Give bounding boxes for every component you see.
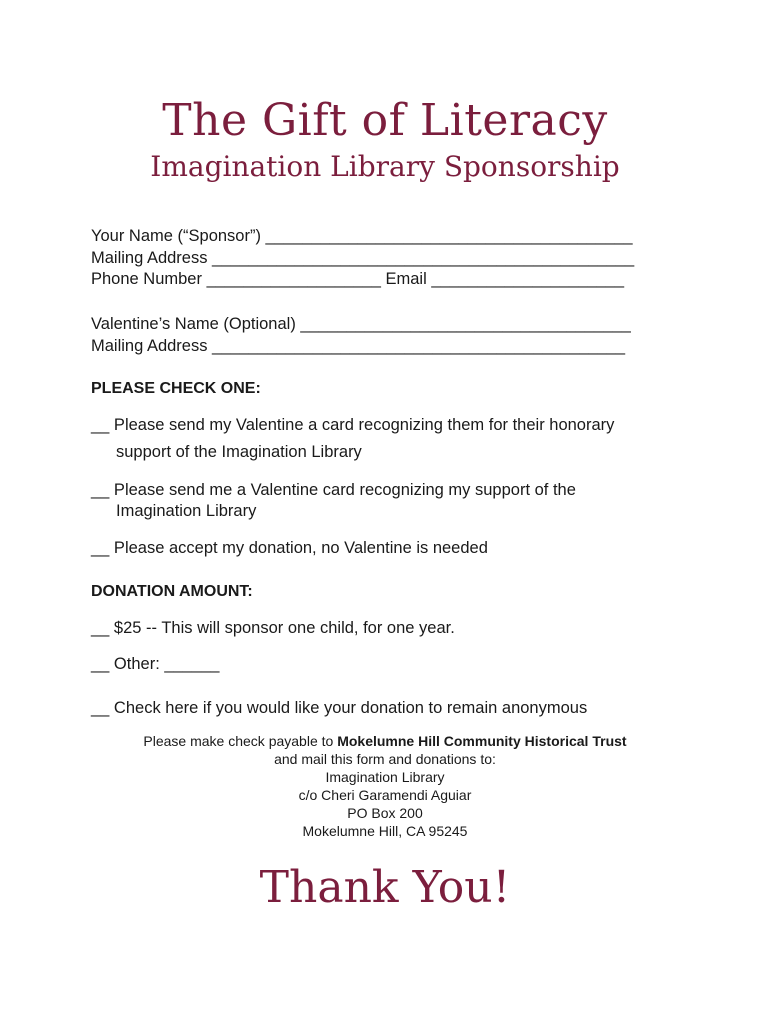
check-one-heading: PLEASE CHECK ONE: bbox=[91, 380, 261, 397]
donation-option-other[interactable]: __ Other: ______ bbox=[91, 655, 220, 673]
option-valentine-card-line2: support of the Imagination Library bbox=[116, 443, 362, 461]
option-valentine-card[interactable] bbox=[91, 412, 614, 466]
address-line-4: Mokelumne Hill, CA 95245 bbox=[302, 823, 468, 839]
option-sponsor-card-line1: __ Please send me a Valentine card recognizing my support of the bbox=[91, 481, 576, 499]
anonymous-donation-option[interactable]: __ Check here if you would like your donation to remain anonymous bbox=[91, 699, 588, 717]
mail-line: and mail this form and donations to: bbox=[274, 751, 496, 767]
form-subtitle: Imagination Library Sponsorship bbox=[150, 150, 620, 183]
payable-to: Mokelumne Hill Community Historical Trust bbox=[337, 733, 627, 749]
payable-prefix: Please make check payable to bbox=[143, 733, 338, 749]
sponsor-name-field[interactable]: Your Name (“Sponsor”) ________________________________________ bbox=[91, 227, 633, 245]
valentine-name-field[interactable]: Valentine’s Name (Optional) ____________________________________ bbox=[91, 315, 631, 333]
option-sponsor-card-line2: Imagination Library bbox=[116, 502, 257, 520]
address-line-1: Imagination Library bbox=[325, 769, 445, 785]
payable-line bbox=[0, 732, 770, 750]
sponsor-mailing-address-field[interactable]: Mailing Address ______________________________________________ bbox=[91, 249, 635, 267]
option-sponsor-card[interactable] bbox=[91, 480, 576, 522]
thank-you-closing: Thank You! bbox=[259, 862, 511, 913]
address-line-2: c/o Cheri Garamendi Aguiar bbox=[298, 787, 472, 803]
option-no-valentine[interactable]: __ Please accept my donation, no Valentine is needed bbox=[91, 539, 488, 557]
donation-option-25[interactable]: __ $25 -- This will sponsor one child, for one year. bbox=[91, 619, 455, 637]
mailing-instructions bbox=[0, 732, 770, 840]
valentine-mailing-address-field[interactable]: Mailing Address _____________________________________________ bbox=[91, 337, 626, 355]
sponsor-phone-email-field[interactable]: Phone Number ___________________ Email _____________________ bbox=[91, 270, 625, 288]
donation-amount-heading: DONATION AMOUNT: bbox=[91, 583, 253, 600]
option-valentine-card-line1: __ Please send my Valentine a card recognizing them for their honorary bbox=[91, 416, 615, 434]
form-title: The Gift of Literacy bbox=[162, 95, 608, 146]
address-line-3: PO Box 200 bbox=[347, 805, 423, 821]
